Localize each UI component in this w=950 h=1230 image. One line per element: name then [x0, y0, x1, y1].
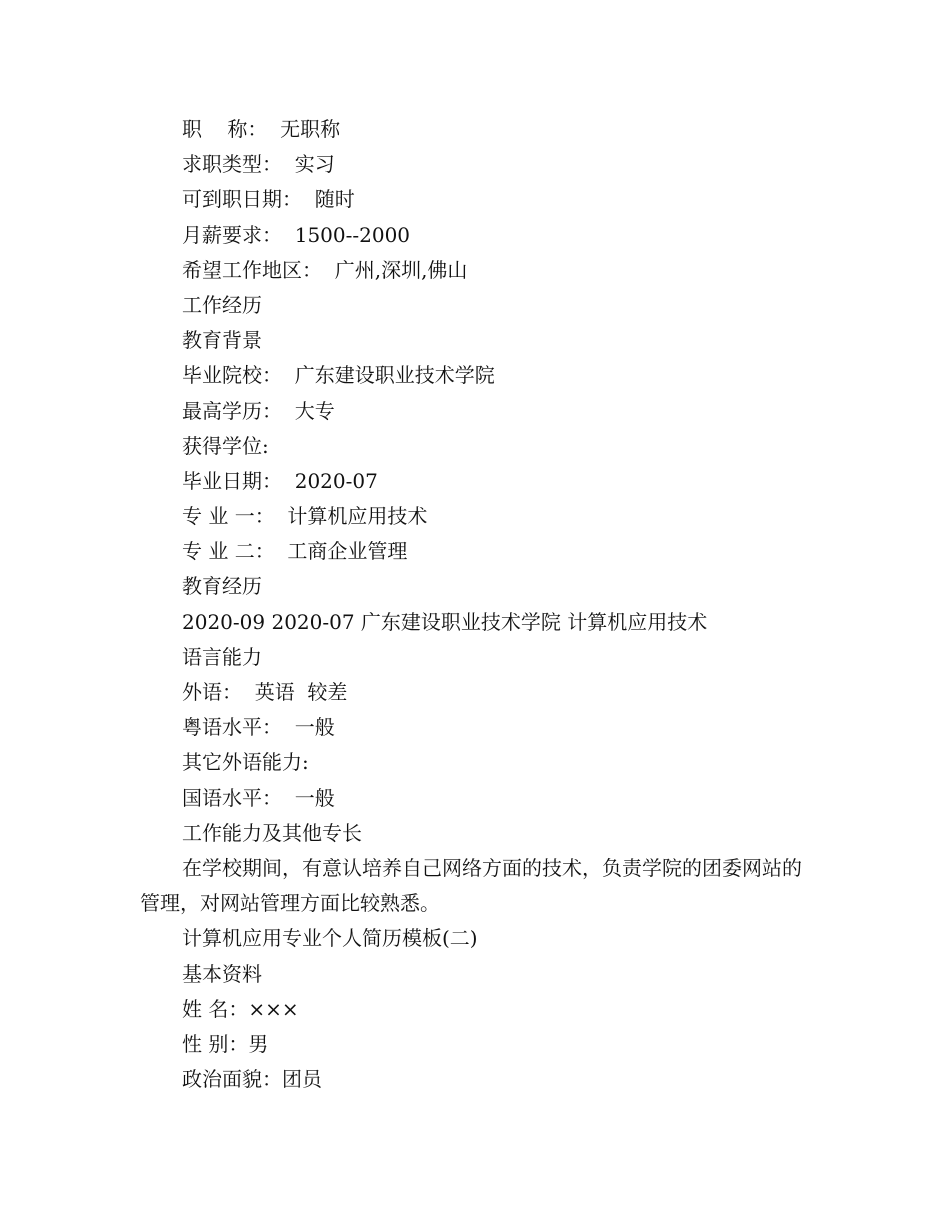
section-skills: 工作能力及其他专长	[182, 820, 362, 845]
field-mandarin-level: 国语水平： 一般	[182, 785, 335, 810]
field-title: 职 称： 无职称	[182, 117, 341, 141]
field-name: 姓 名：×××	[182, 996, 299, 1021]
field-job-type: 求职类型： 实习	[182, 152, 335, 177]
section-education-history: 教育经历	[182, 574, 262, 599]
field-major-one: 专 业 一： 计算机应用技术	[182, 504, 428, 529]
field-salary: 月薪要求： 1500--2000	[182, 222, 411, 247]
skills-paragraph: 在学校期间，有意认培养自己网络方面的技术，负责学院的团委网站的管理，对网站管理方面比较熟悉。	[140, 855, 802, 916]
section-basic-info: 基本资料	[182, 961, 262, 986]
section-language-ability: 语言能力	[182, 644, 262, 669]
field-start-date: 可到职日期： 随时	[182, 187, 355, 212]
template-two-title: 计算机应用专业个人简历模板(二)	[182, 926, 478, 951]
field-cantonese-level: 粤语水平： 一般	[182, 715, 335, 740]
education-history-entry: 2020-09 2020-07 广东建设职业技术学院 计算机应用技术	[182, 609, 708, 634]
field-education-level: 最高学历： 大专	[182, 398, 335, 423]
field-political-status: 政治面貌：团员	[182, 1067, 322, 1092]
field-degree: 获得学位:	[182, 433, 269, 458]
field-foreign-language: 外语： 英语 较差	[182, 680, 348, 704]
section-work-experience: 工作经历	[182, 292, 262, 317]
field-major-two: 专 业 二： 工商企业管理	[182, 539, 408, 564]
field-other-language: 其它外语能力:	[182, 750, 309, 775]
field-work-area: 希望工作地区： 广州,深圳,佛山	[182, 257, 468, 282]
field-graduation-date: 毕业日期： 2020-07	[182, 468, 378, 493]
section-education-background: 教育背景	[182, 328, 262, 353]
field-gender: 性 别：男	[182, 1031, 269, 1056]
resume-content	[140, 112, 830, 1097]
field-school: 毕业院校： 广东建设职业技术学院	[182, 363, 495, 388]
